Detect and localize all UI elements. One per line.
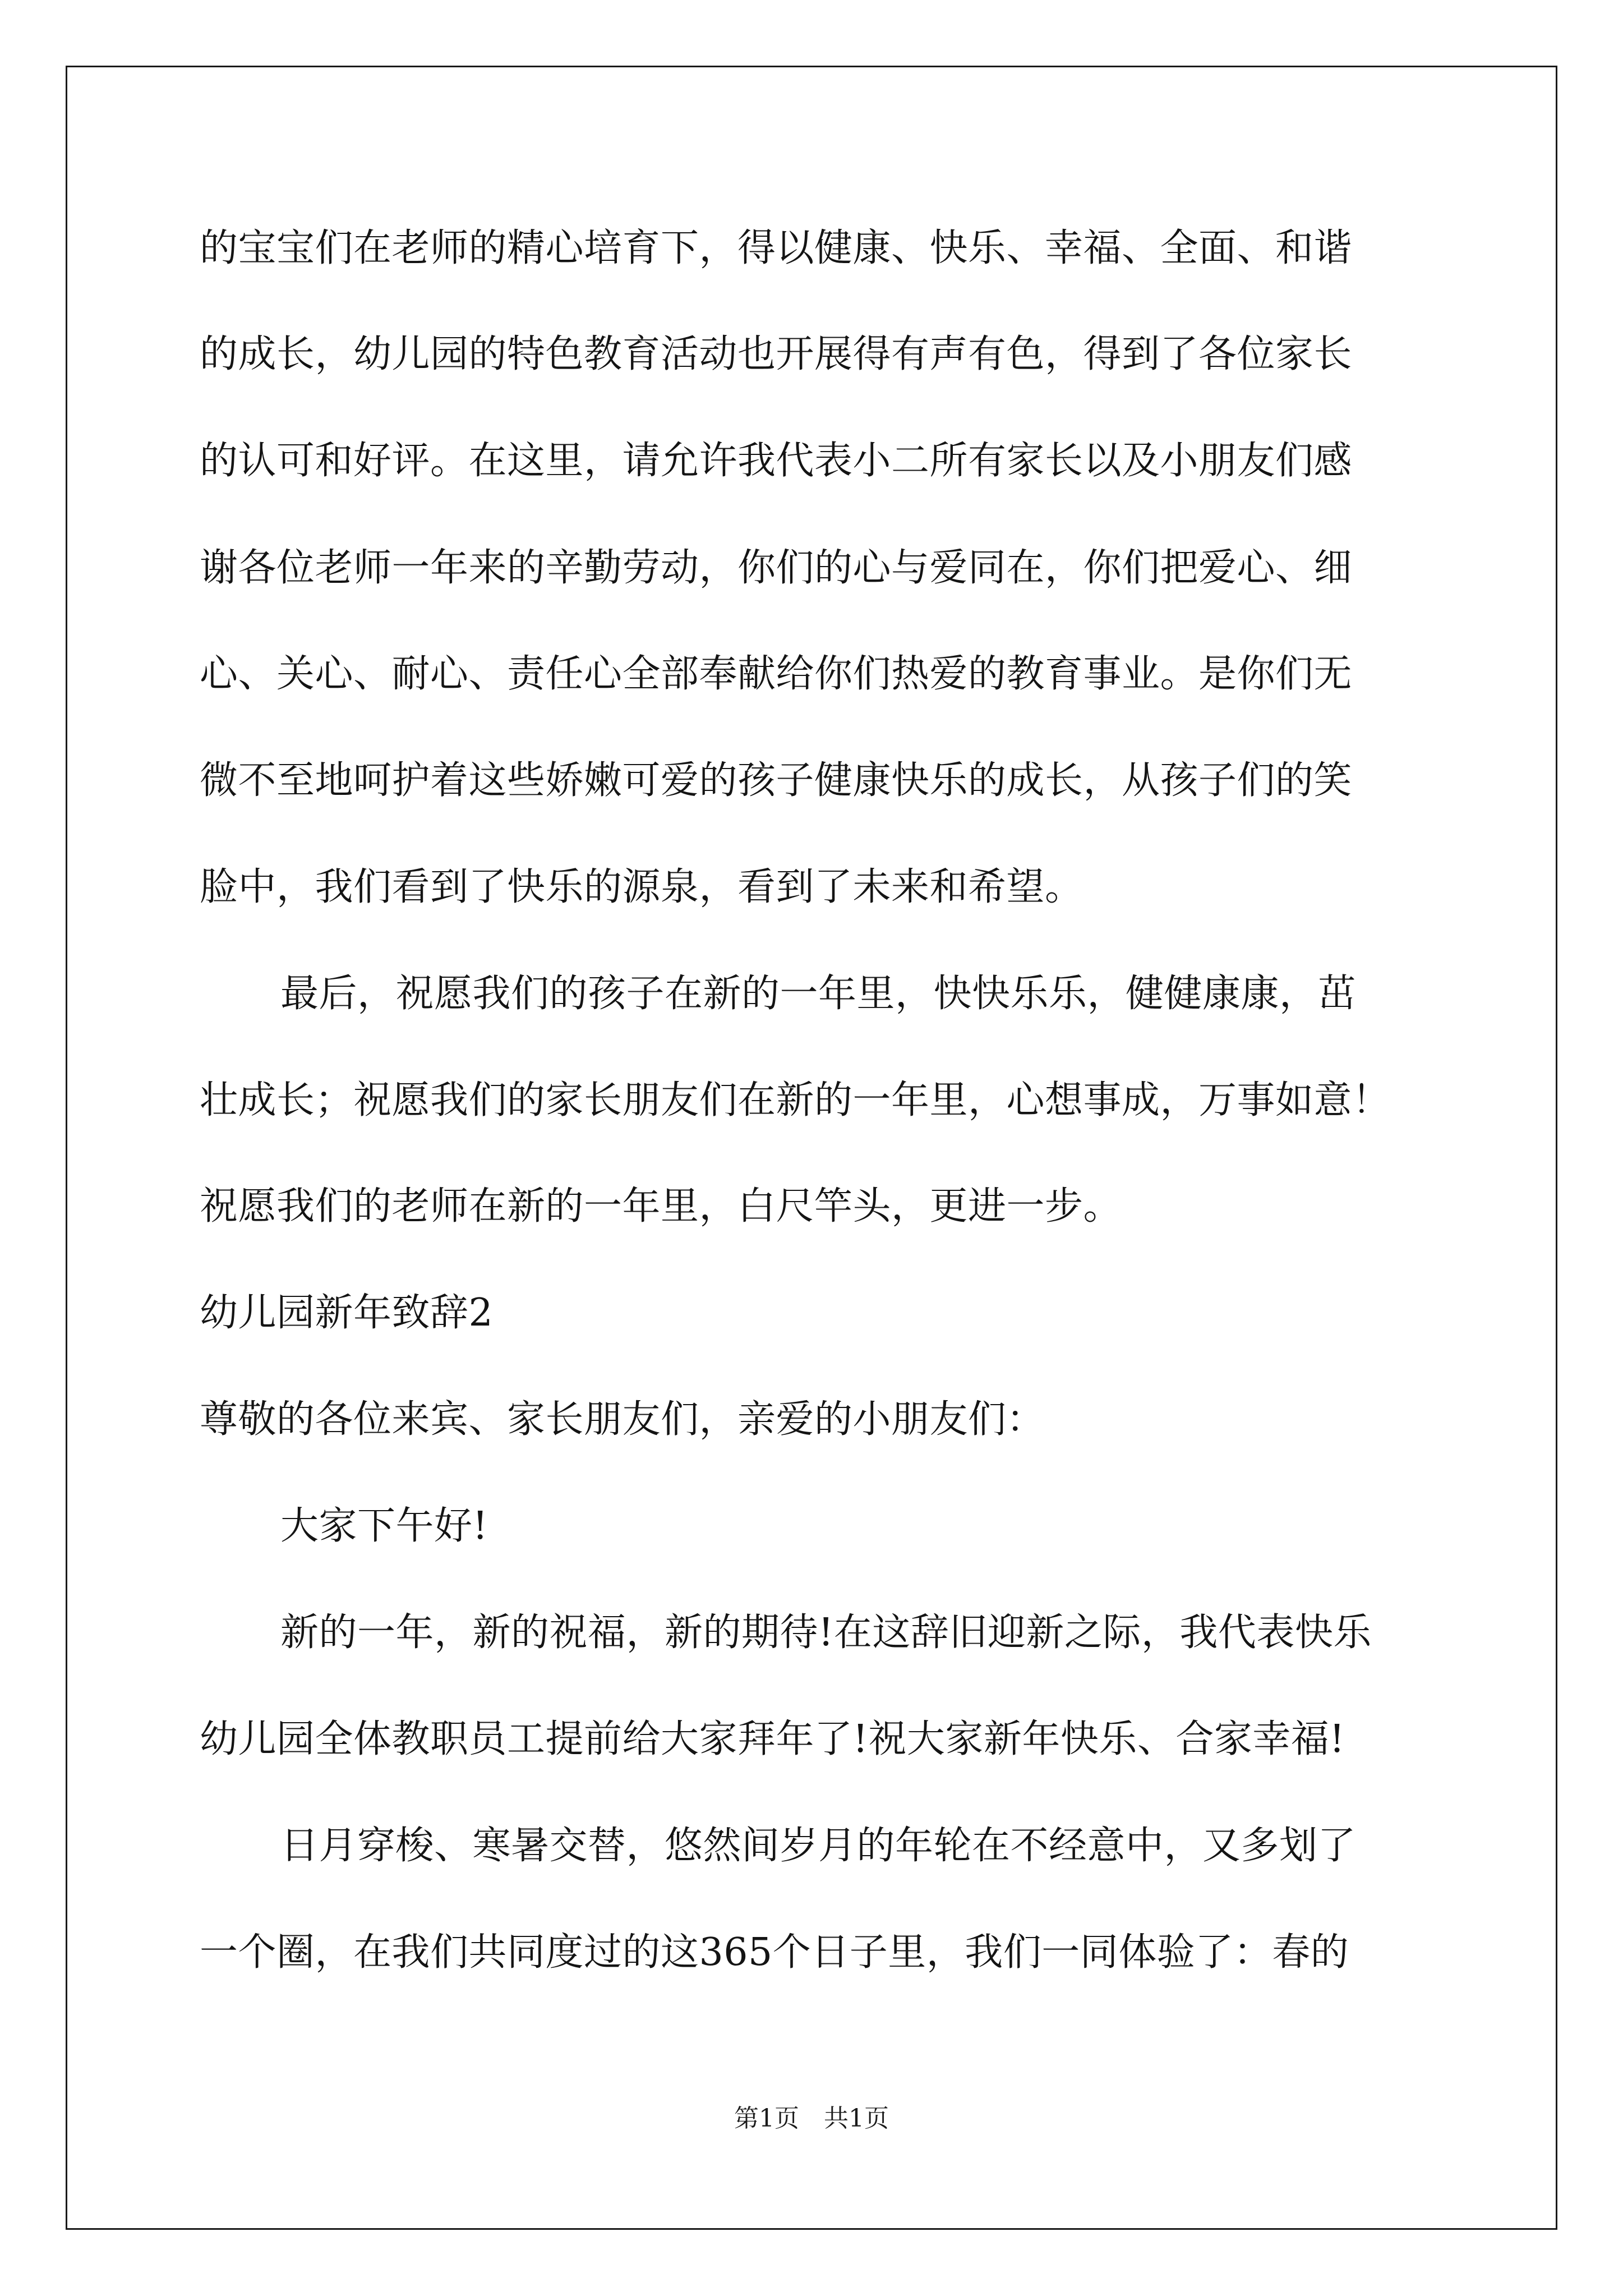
paragraph-line: 心、关心、耐心、责任心全部奉献给你们热爱的教育事业。是你们无 (200, 652, 1353, 696)
section-heading: 幼儿园新年致辞2 (200, 1291, 494, 1335)
paragraph-line: 祝愿我们的老师在新的一年里，白尺竿头，更进一步。 (200, 1184, 1122, 1228)
paragraph-line: 的认可和好评。在这里，请允许我代表小二所有家长以及小朋友们感 (200, 439, 1353, 483)
paragraph-line: 微不至地呵护着这些娇嫩可爱的孩子健康快乐的成长，从孩子们的笑 (200, 758, 1353, 803)
paragraph-line: 的成长，幼儿园的特色教育活动也开展得有声有色，得到了各位家长 (200, 332, 1353, 376)
page-border (66, 66, 1557, 2230)
paragraph-line: 日月穿梭、寒暑交替，悠然间岁月的年轮在不经意中，又多划了 (280, 1824, 1357, 1868)
paragraph-line: 的宝宝们在老师的精心培育下，得以健康、快乐、幸福、全面、和谐 (200, 226, 1353, 270)
salutation: 尊敬的各位来宾、家长朋友们，亲爱的小朋友们： (200, 1397, 1045, 1442)
paragraph-line: 壮成长；祝愿我们的家长朋友们在新的一年里，心想事成，万事如意！ (200, 1078, 1391, 1122)
paragraph-line: 新的一年，新的祝福，新的期待!在这辞旧迎新之际，我代表快乐 (280, 1611, 1372, 1655)
paragraph-line: 幼儿园全体教职员工提前给大家拜年了!祝大家新年快乐、合家幸福! (200, 1717, 1345, 1761)
paragraph-line: 一个圈，在我们共同度过的这365个日子里，我们一同体验了：春的 (200, 1930, 1349, 1975)
paragraph-line: 谢各位老师一年来的辛勤劳动，你们的心与爱同在，你们把爱心、细 (200, 546, 1353, 590)
paragraph-line: 最后，祝愿我们的孩子在新的一年里，快快乐乐，健健康康，茁 (280, 972, 1357, 1016)
page-number-footer: 第1页 共1页 (734, 2104, 889, 2133)
paragraph-line: 脸中，我们看到了快乐的源泉，看到了未来和希望。 (200, 865, 1083, 909)
greeting: 大家下午好! (280, 1504, 488, 1548)
